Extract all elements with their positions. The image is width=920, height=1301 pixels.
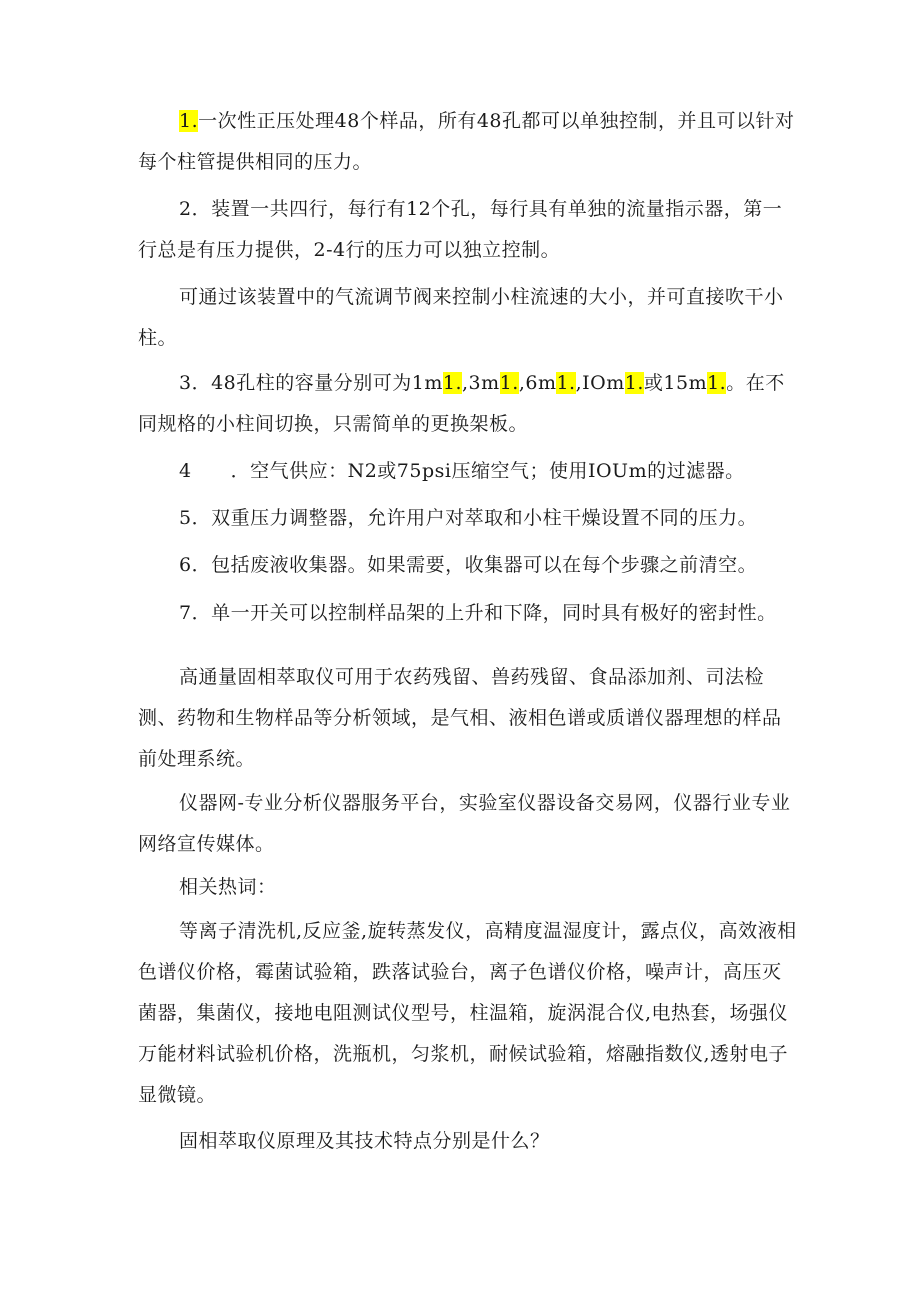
highlighted-unit: 1. [499,372,519,394]
capacity-value: ,6m [518,372,557,394]
paragraph-related-terms-heading: 相关热词： [179,876,277,898]
paragraph-related-terms: 等离子清洗机,反应釜,旋转蒸发仪，高精度温湿度计，露点仪，高效液相色谱仪价格，霉菌试验箱，跌落试验台，离子色谱仪价格，噪声计，高压灭菌器，集菌仪，接地电阻测试仪型号，柱温箱，旋涡混合仪,电热套，场强仪万能材料试验机价格，洗瓶机，匀浆机，耐候试验箱，熔融指数仪,透射电子显微镜。 [138,920,797,1106]
capacity-suffix: 。在不同规格的小柱间切换，只需简单的更换架板。 [138,372,785,435]
paragraph-flow-control: 可通过该装置中的气流调节阀来控制小柱流速的大小，并可直接吹干小柱。 [138,286,784,349]
paragraph-item-3 [138,363,798,445]
capacity-value: ,IOm [575,372,625,394]
capacity-prefix: 3．48孔柱的容量分别可为1m [179,372,443,394]
paragraph-item-6: 6．包括废液收集器。如果需要，收集器可以在每个步骤之前清空。 [179,554,758,576]
highlighted-unit: 1. [556,372,576,394]
paragraph-website: 仪器网-专业分析仪器服务平台，实验室仪器设备交易网，仪器行业专业网络宣传媒体。 [138,792,791,855]
highlighted-unit: 1. [707,372,727,394]
paragraph-item-2: 2．装置一共四行，每行有12个孔，每行具有单独的流量指示器，第一行总是有压力提供，2-4行的压力可以独立控制。 [138,198,783,261]
highlighted-unit: 1. [442,372,463,394]
paragraph-item-1 [138,101,798,183]
capacity-value: 或15m [643,372,708,394]
capacity-value: ,3m [462,372,500,394]
paragraph-item-5: 5．双重压力调整器，允许用户对萃取和小柱干燥设置不同的压力。 [179,507,758,529]
paragraph-applications: 高通量固相萃取仪可用于农药残留、兽药残留、食品添加剂、司法检测、药物和生物样品等分析领域，是气相、液相色谱或质谱仪器理想的样品前处理系统。 [138,666,782,770]
highlighted-number: 1. [179,110,199,132]
paragraph-item-4: 4 ．空气供应：N2或75psi压缩空气；使用IOUm的过滤器。 [179,460,745,482]
highlighted-unit: 1. [624,372,644,394]
paragraph-text: 一次性正压处理48个样品，所有48孔都可以单独控制，并且可以针对每个柱管提供相同的压力。 [138,110,795,173]
paragraph-question: 固相萃取仪原理及其技术特点分别是什么？ [179,1130,550,1152]
paragraph-item-7: 7．单一开关可以控制样品架的上升和下降，同时具有极好的密封性。 [179,602,777,624]
